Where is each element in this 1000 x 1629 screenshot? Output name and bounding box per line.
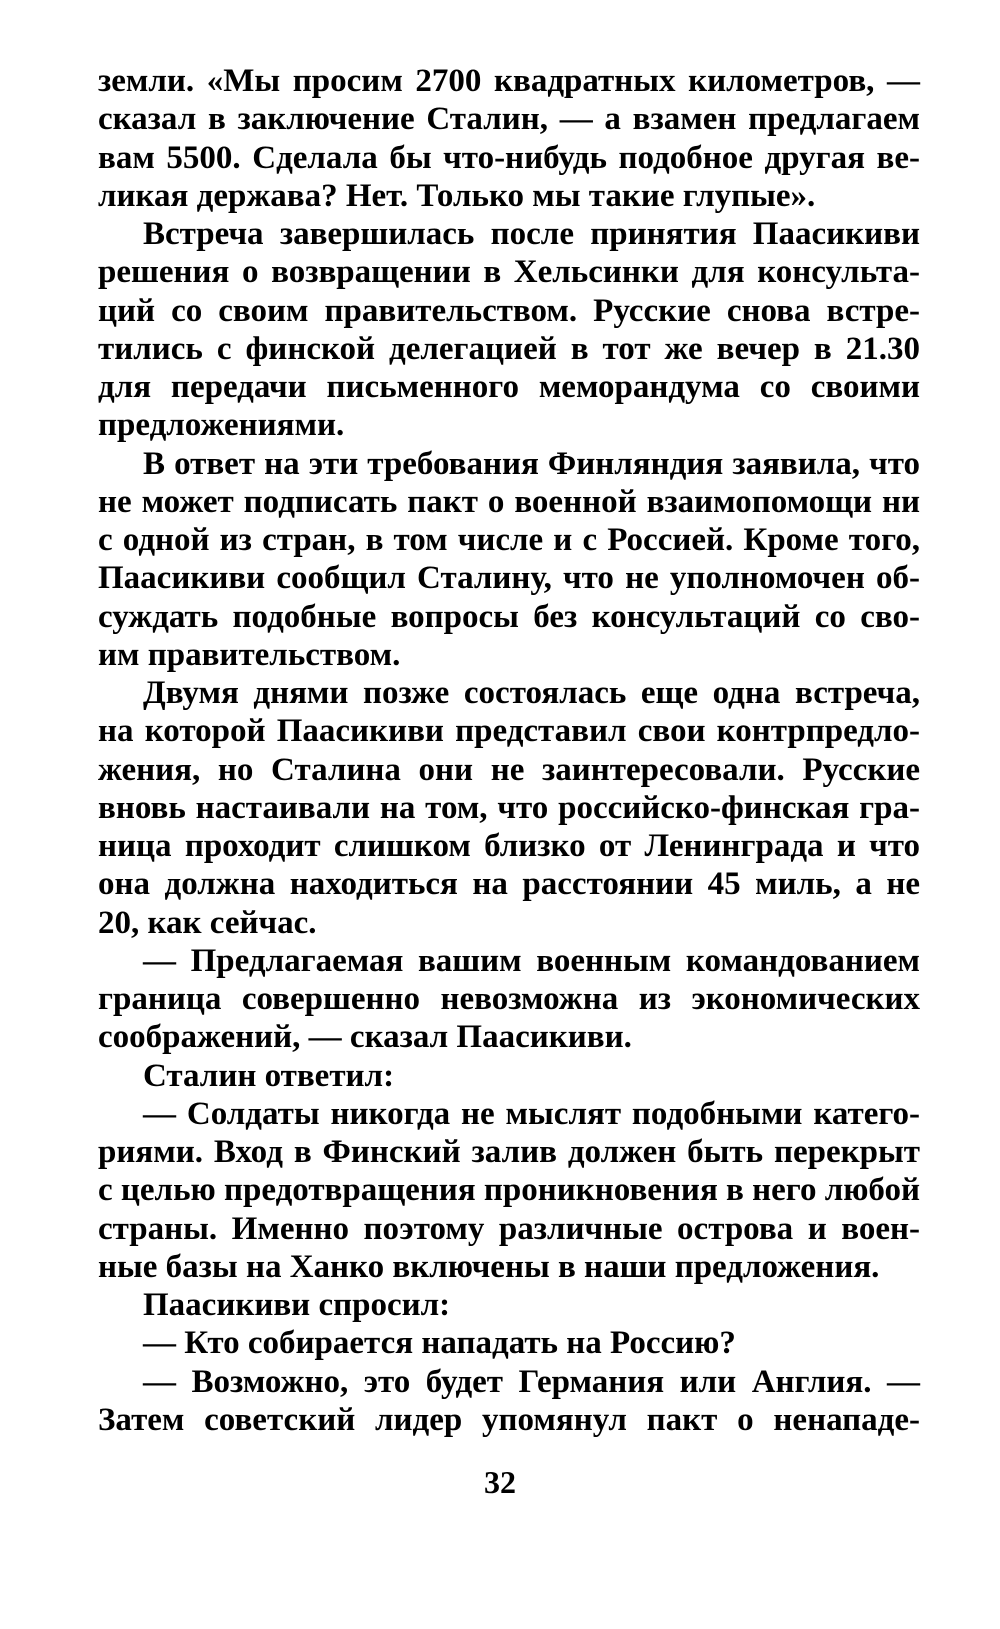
text-line: Двумя днями позже состоялась еще одна встреча,: [143, 675, 920, 711]
text-line: тились с финской делегацией в тот же вечер в 21.30: [98, 330, 920, 367]
text-line: жения, но Сталина они не заинтересовали. Русские: [98, 751, 920, 788]
text-line: решения о возвращении в Хельсинки для консульта-: [98, 254, 920, 291]
text-line: — Солдаты никогда не мыслят подобными катего-: [143, 1095, 920, 1132]
text-line: предложениями.: [98, 407, 345, 444]
text-line: 20, как сейчас.: [98, 904, 317, 941]
text-line: ница проходит слишком близко от Ленинграда и что: [98, 828, 920, 864]
text-line: Встреча завершилась после принятия Паасикиви: [143, 216, 920, 252]
page-number: 32: [484, 1464, 516, 1500]
text-line: Паасикиви спросил:: [143, 1287, 451, 1323]
text-line: — Возможно, это будет Германия или Англия. —: [143, 1363, 920, 1400]
text-line: земли. «Мы просим 2700 квадратных километров, —: [98, 63, 920, 99]
text-line: для передачи письменного меморандума со своими: [98, 369, 920, 405]
text-line: Паасикиви сообщил Сталину, что не уполномочен об-: [98, 560, 920, 597]
text-line: граница совершенно невозможна из экономических: [98, 981, 920, 1017]
text-line: вам 5500. Сделала бы что-нибудь подобное другая ве-: [98, 139, 920, 176]
text-line: Сталин ответил:: [143, 1057, 395, 1094]
text-line: сказал в заключение Сталин, — а взамен предлагаем: [98, 101, 920, 138]
text-line: риями. Вход в Финский залив должен быть перекрыт: [98, 1134, 920, 1170]
body-text: [98, 62, 920, 1439]
text-line: ные базы на Ханко включены в наши предложения.: [98, 1248, 880, 1285]
text-line: ликая держава? Нет. Только мы такие глупые».: [98, 177, 816, 214]
text-line: вновь настаивали на том, что российско-финская гра-: [98, 789, 920, 826]
text-line: с целью предотвращения проникновения в него любой: [98, 1172, 921, 1209]
text-line: Затем советский лидер упомянул пакт о ненападе-: [98, 1401, 920, 1438]
text-line: — Кто собирается нападать на Россию?: [143, 1325, 736, 1362]
text-line: страны. Именно поэтому различные острова и воен-: [98, 1210, 920, 1247]
text-line: на которой Паасикиви представил свои контрпредло-: [98, 713, 920, 750]
text-line: В ответ на эти требования Финляндия заявила, что: [143, 445, 920, 482]
text-line: суждать подобные вопросы без консультаций со сво-: [98, 598, 920, 635]
text-line: им правительством.: [98, 636, 401, 673]
text-line: не может подписать пакт о военной взаимопомощи ни: [98, 483, 920, 520]
text-line: с одной из стран, в том числе и с Россией. Кроме того,: [98, 522, 920, 558]
text-line: соображений, — сказал Паасикиви.: [98, 1019, 632, 1056]
text-line: она должна находиться на расстоянии 45 миль, а не: [98, 866, 920, 903]
text-line: — Предлагаемая вашим военным командованием: [143, 942, 920, 979]
text-line: ций со своим правительством. Русские снова встре-: [98, 292, 920, 329]
